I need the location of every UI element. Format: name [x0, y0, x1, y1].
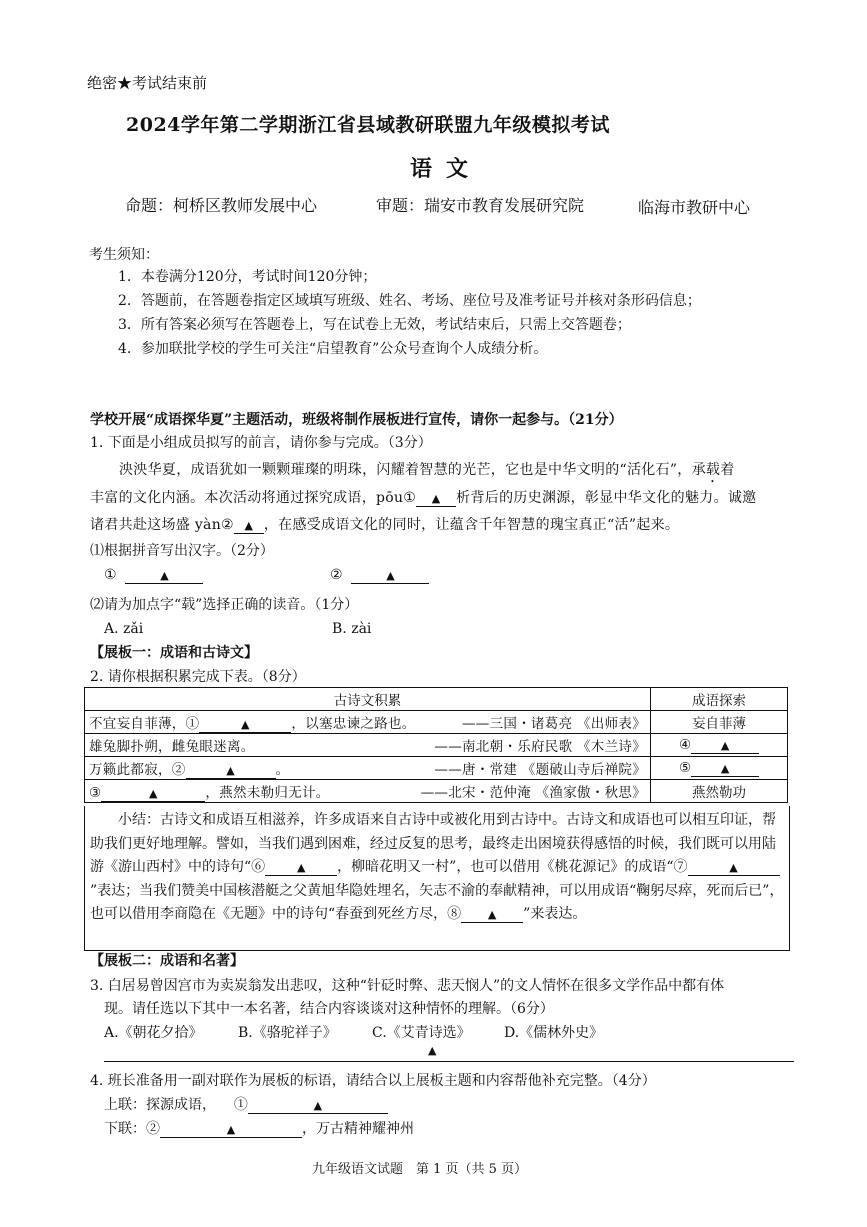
couplet-lower: 下联：② ▲ ，万古精神耀神州 [104, 1121, 414, 1137]
passage-text: ，在感受成语文化的同时，让蕴含千年智慧的瑰宝真正“活”起来。 [263, 517, 680, 533]
idiom-cell: ⑤ ▲ [651, 757, 788, 780]
table-row: 万籁此都寂，② ▲ 。 ——唐・常建 《题破山寺后禅院》 ⑤ ▲ [85, 757, 788, 780]
passage-text: 丰富的文化内涵。本次活动将通过探究成语，pōu① [90, 490, 417, 506]
blank-2: ② ▲ [330, 567, 429, 584]
q1-passage-line [90, 514, 679, 534]
couplet-upper: 上联：探源成语， ① ▲ [104, 1094, 388, 1114]
idiom-cell: 妄自菲薄 [651, 711, 788, 734]
confidential-label: 绝密★考试结束前 [87, 74, 208, 92]
idiom-cell: ④ ▲ [651, 734, 788, 757]
q2-stem: 2. 请你根据积累完成下表。（8分） [90, 669, 306, 685]
dotted-char: 载 [705, 462, 721, 478]
answer-blank[interactable]: ▲ [691, 761, 759, 777]
answer-line[interactable] [104, 1061, 794, 1062]
q3-line: 现。请任选以下其中一本名著，结合内容谈谈对这种情怀的理解。（6分） [104, 1001, 554, 1017]
q1-stem: 1. 下面是小组成员拟写的前言，请你参与完成。（3分） [90, 435, 432, 451]
notice-item: 3．所有答案必须写在答题卷上，写在试卷上无效，考试结束后，只需上交答题卷； [118, 317, 631, 333]
proposer-label: 命题：柯桥区教师发展中心 [125, 196, 318, 215]
book-option[interactable]: D.《儒林外史》 [504, 1025, 604, 1041]
answer-blank[interactable]: ▲ [186, 763, 276, 779]
book-option[interactable]: C.《艾青诗选》 [372, 1025, 471, 1041]
book-option[interactable]: B.《骆驼祥子》 [238, 1025, 337, 1041]
answer-blank[interactable]: ▲ [160, 1122, 302, 1138]
q1-passage-line [90, 487, 756, 507]
notice-item: 1．本卷满分120分，考试时间120分钟； [118, 269, 377, 285]
answer-blank[interactable]: ▲ [265, 860, 337, 876]
idiom-cell: 燕然勒功 [651, 780, 788, 803]
answer-blank[interactable]: ▲ [101, 786, 205, 802]
book-option[interactable]: A.《朝花夕拾》 [104, 1025, 203, 1041]
exam-title: 2024学年第二学期浙江省县域教研联盟九年级模拟考试 [126, 114, 610, 136]
blank-1: ① ▲ [104, 567, 203, 584]
q3-line: 3. 白居易曾因宫市为卖炭翁发出悲叹，这种“针砭时弊、悲天悯人”的文人情怀在很多文学作品中都有体 [90, 978, 725, 994]
board2-heading: 【展板二：成语和名著】 [90, 953, 244, 969]
passage-text: 诸君共赴这场盛 yàn② [90, 517, 234, 533]
table-row: ③ ▲ ，燕然未勒归无计。 ——北宋・范仲淹 《渔家傲・秋思》 燕然勒功 [85, 780, 788, 803]
reviewer-label: 审题：瑞安市教育发展研究院 [376, 196, 585, 215]
answer-blank[interactable]: ▲ [691, 738, 759, 754]
q1-sub2: ⑵请为加点字“载”选择正确的读音。（1分） [90, 597, 359, 613]
answer-blank[interactable]: ▲ [125, 568, 203, 584]
passage-text: 泱泱华夏，成语犹如一颗颗璀璨的明珠，闪耀着智慧的光芒，它也是中华文明的“活化石”，承 [119, 462, 706, 478]
board1-heading: 【展板一：成语和古诗文】 [90, 645, 258, 661]
q1-sub1: ⑴根据拼音写出汉字。（2分） [90, 543, 274, 559]
answer-blank[interactable]: ▲ [351, 568, 429, 584]
passage-text: 析背后的历史渊源，彰显中华文化的魅力。诚邀 [456, 490, 757, 506]
passage-text: 着 [720, 462, 735, 478]
section-intro: 学校开展“成语探华夏”主题活动，班级将制作展板进行宣传，请你一起参与。（21分） [90, 412, 623, 428]
answer-blank[interactable]: ▲ [688, 860, 780, 876]
reviewer2-label: 临海市教研中心 [638, 198, 751, 217]
notice-item: 2．答题前，在答题卷指定区域填写班级、姓名、考场、座位号及准考证号并核对条形码信息； [118, 293, 701, 309]
q1-passage-line [119, 459, 735, 486]
answer-blank[interactable]: ▲ [199, 717, 291, 733]
table-row: 不宜妄自菲薄，① ▲ ，以塞忠谏之路也。 ——三国・诸葛亮 《出师表》 妄自菲薄 [85, 711, 788, 734]
answer-blank[interactable]: ▲ [234, 518, 264, 534]
answer-blank[interactable]: ▲ [416, 491, 456, 507]
option-a[interactable]: A. zǎi [104, 621, 144, 637]
notice-title: 考生须知： [89, 247, 159, 263]
column-header: 古诗文积累 [85, 688, 651, 711]
option-b[interactable]: B. zài [332, 621, 372, 637]
q4-stem: 4. 班长准备用一副对联作为展板的标语，请结合以上展板主题和内容帮他补充完整。（4分） [90, 1073, 656, 1089]
answer-triangle: ▲ [428, 1044, 437, 1057]
answer-blank[interactable]: ▲ [248, 1098, 388, 1114]
subject-title: 语文 [410, 156, 483, 182]
answer-blank[interactable]: ▲ [461, 907, 523, 923]
summary-box: 小结：古诗文和成语互相滋养，许多成语来自古诗中或被化用到古诗中。古诗文和成语也可以相互印证，帮助我们更好地理解。譬如，当我们遇到困难，经过反复的思考，最终走出困境获得感悟的时候，我们既可以用陆游《游山西村》中的诗句“⑥ ▲ ，柳暗花明又一村”，也可以借用《桃花源记》的成语“⑦ ▲”表达；当我们赞美中国核潜艇之父黄旭华隐姓埋名，矢志不渝的奉献精神，可以用成语“鞠躬尽瘁，死而后已”，也可以借用李商隐在《无题》中的诗句“春蚕到死丝方尽，⑧ ▲ ”来表达。 [84, 806, 790, 951]
poem-table [84, 687, 788, 803]
table-row: 雄兔脚扑朔，雌兔眼迷离。 ——南北朝・乐府民歌 《木兰诗》 ④ ▲ [85, 734, 788, 757]
page-footer: 九年级语文试题 第 1 页（共 5 页） [312, 1162, 528, 1177]
notice-item: 4．参加联批学校的学生可关注“启望教育”公众号查询个人成绩分析。 [118, 341, 548, 357]
column-header: 成语探索 [651, 688, 788, 711]
